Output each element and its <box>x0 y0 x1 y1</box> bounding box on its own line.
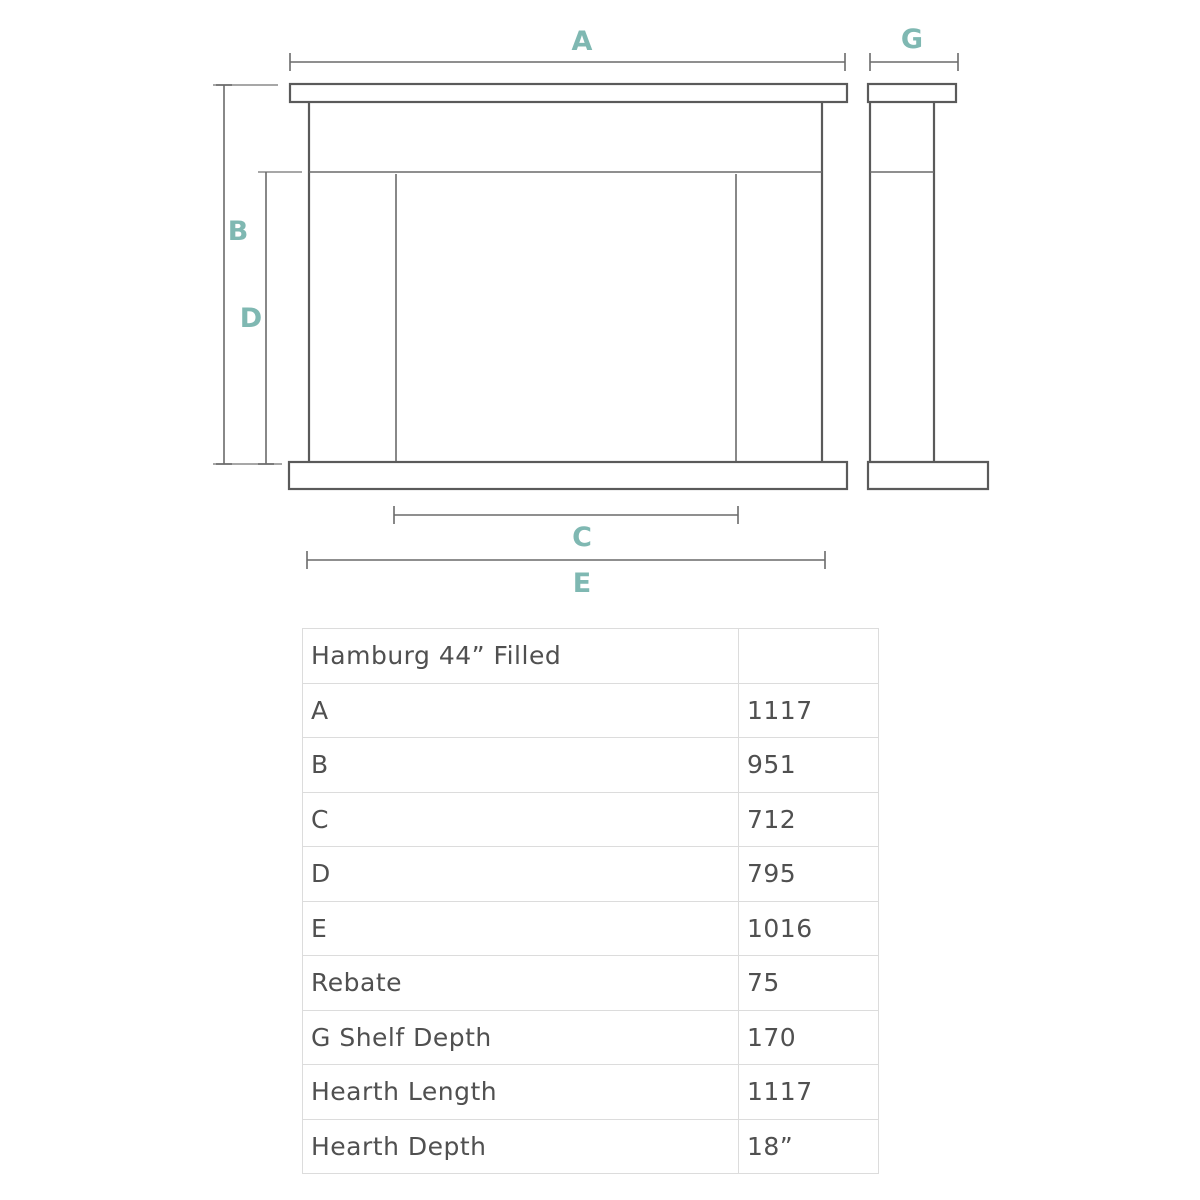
dimension-e <box>307 551 825 599</box>
label-g: G <box>900 24 924 55</box>
front-surround-outer <box>309 102 822 462</box>
label-c: C <box>572 522 592 553</box>
row-label: B <box>303 738 739 793</box>
front-hearth <box>289 462 847 489</box>
dimension-b <box>213 85 282 464</box>
table-row <box>303 901 879 956</box>
table-row <box>303 847 879 902</box>
table-row <box>303 792 879 847</box>
side-hearth <box>868 462 988 489</box>
table-title: Hamburg 44” Filled <box>303 629 739 684</box>
label-b: B <box>227 216 249 247</box>
row-value: 1016 <box>739 901 879 956</box>
row-value: 170 <box>739 1010 879 1065</box>
dimension-a <box>290 26 845 71</box>
table-header-row <box>303 629 879 684</box>
row-value: 951 <box>739 738 879 793</box>
row-label: D <box>303 847 739 902</box>
row-label: G Shelf Depth <box>303 1010 739 1065</box>
row-label: A <box>303 683 739 738</box>
side-view <box>868 84 988 489</box>
table-row <box>303 1119 879 1174</box>
row-label: Rebate <box>303 956 739 1011</box>
row-value: 1117 <box>739 683 879 738</box>
row-label: C <box>303 792 739 847</box>
row-value: 18” <box>739 1119 879 1174</box>
table-row <box>303 1010 879 1065</box>
table-title-value <box>739 629 879 684</box>
front-view <box>289 84 847 489</box>
dimension-d <box>240 172 302 464</box>
side-shelf <box>868 84 956 102</box>
row-value: 75 <box>739 956 879 1011</box>
label-a: A <box>571 26 593 57</box>
front-shelf <box>290 84 847 102</box>
dimension-g <box>870 24 958 71</box>
row-value: 795 <box>739 847 879 902</box>
label-e: E <box>572 568 592 599</box>
table-row <box>303 738 879 793</box>
table-row <box>303 956 879 1011</box>
side-body <box>870 102 934 462</box>
row-value: 1117 <box>739 1065 879 1120</box>
dimension-c <box>394 506 738 553</box>
row-label: E <box>303 901 739 956</box>
row-label: Hearth Length <box>303 1065 739 1120</box>
row-value: 712 <box>739 792 879 847</box>
row-label: Hearth Depth <box>303 1119 739 1174</box>
label-d: D <box>239 303 263 334</box>
dimensions-table <box>302 628 879 1174</box>
table-row <box>303 683 879 738</box>
front-opening <box>396 174 736 462</box>
table-row <box>303 1065 879 1120</box>
